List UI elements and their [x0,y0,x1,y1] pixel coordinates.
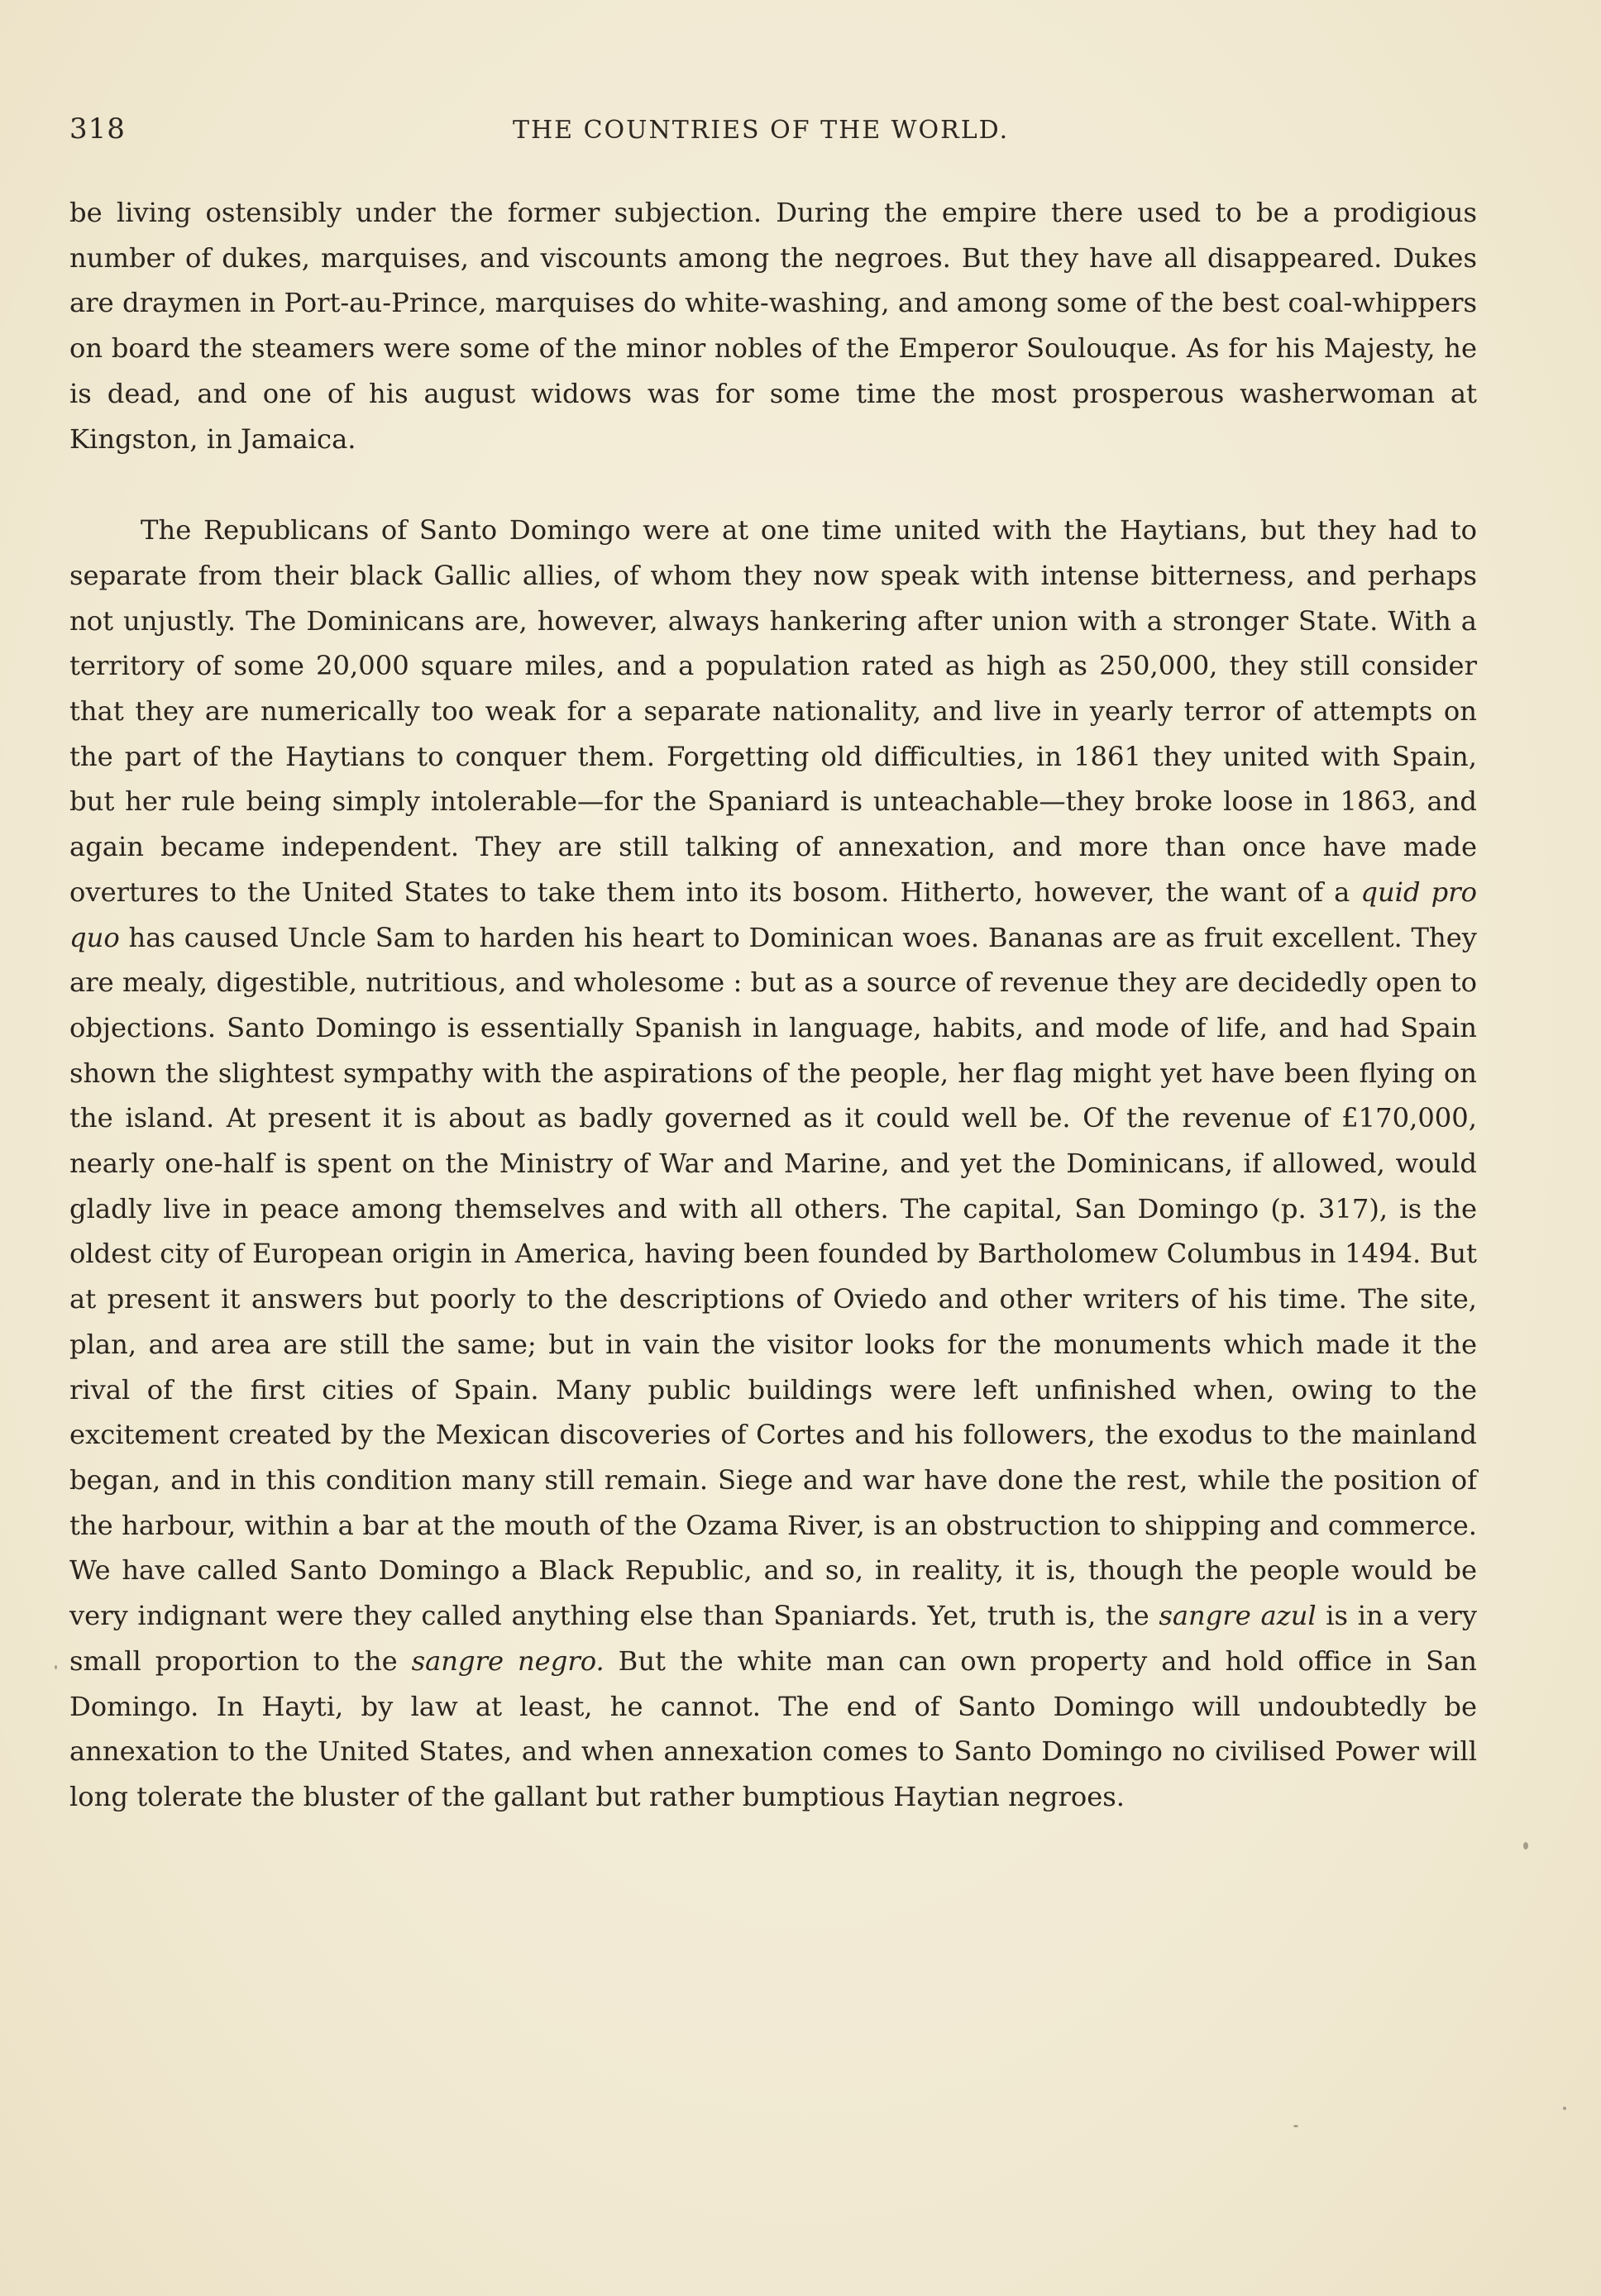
running-head [69,112,1475,162]
paragraph-1 [69,190,1477,461]
paper-speck [1293,2125,1298,2127]
running-title: THE COUNTRIES OF THE WORLD. [513,116,1010,145]
text-run: The Republicans of Santo Domingo were at one time united with the Haytians, but they had to separate from their black Gallic allies, of whom they now speak with intense bitterness, and perhaps not unjustly. The Dominicans are, however, always hankering after union with a stronger State. With a territory of some 20,000 square miles, and a population rated as high as 250,000, they still consider that they are numerically too weak for a separate nationality, and live in yearly terror of attempts on the part of the Haytians to conquer them. Forgetting old difficulties, in 1861 they united with Spain, but her rule being simply intolerable—for the Spaniard is unteachable—they broke loose in 1863, and again became independent. They are still talking of annexation, and more than once have made overtures to the United States to take them into its bosom. Hitherto, however, the want of a [69,514,1477,908]
paragraph-2 [69,508,1477,1819]
text-run: has caused Uncle Sam to harden his heart to Dominican woes. Bananas are as fruit excellent. They are mealy, digestible, nutritious, and wholesome : but as a source of revenue they are decidedly open to objections. Santo Domingo is essentially Spanish in language, habits, and mode of life, and had Spain shown the slightest sympathy with the aspirations of the people, her flag might yet have been flying on the island. At present it is about as badly governed as it could well be. Of the revenue of £170,000, nearly one-half is spent on the Ministry of War and Marine, and yet the Dominicans, if allowed, would gladly live in peace among themselves and with all others. The capital, San Domingo (p. 317), is the oldest city of European origin in America, having been founded by Bartholomew Columbus in 1494. But at present it answers but poorly to the descriptions of Oviedo and other writers of his time. The site, plan, and area are still the same; but in vain the visitor looks for the monuments which made it the rival of the first cities of Spain. Many public buildings were left unfinished when, owing to the excitement created by the Mexican discoveries of Cortes and his followers, the exodus to the mainland began, and in this condition many still remain. Siege and war have done the rest, while the position of the harbour, within a bar at the mouth of the Ozama River, is an obstruction to shipping and commerce. We have called Santo Domingo a Black Republic, and so, in reality, it is, though the people would be very indignant were they called anything else than Spaniards. Yet, truth is, the [69,921,1477,1632]
paper-speck [1523,1842,1528,1850]
text-run: is in a very small proportion to the [69,1600,1477,1677]
text-run: be living ostensibly under the former subjection. During the empire there used to be a prodigious number of dukes, marquises, and viscounts among the negroes. But they have all disappeared. Dukes are draymen in Port-au-Prince, marquises do white-washing, and among some of the best coal-whippers on board the steamers were some of the minor nobles of the Emperor Soulouque. As for his Majesty, he is dead, and one of his august widows was for some time the most prosperous washerwoman at Kingston, in Jamaica. [69,197,1477,455]
body-text [69,190,1477,1820]
text-run: But the white man can own property and hold office in San Domingo. In Hayti, by law at least, he cannot. The end of Santo Domingo will undoubtedly be annexation to the United States, and when annexation comes to Santo Domingo no civilised Power will long tolerate the bluster of the gallant but rather bumptious Haytian negroes. [69,1644,1477,1812]
italic-phrase-quid-pro-quo: quid pro quo [69,876,1477,953]
paper-speck [1563,2107,1566,2110]
paper-speck [55,1665,57,1669]
italic-phrase-sangre-negro: sangre negro. [411,1644,605,1677]
page-number: 318 [69,112,126,146]
italic-phrase-sangre-azul: sangre azul [1159,1600,1317,1632]
